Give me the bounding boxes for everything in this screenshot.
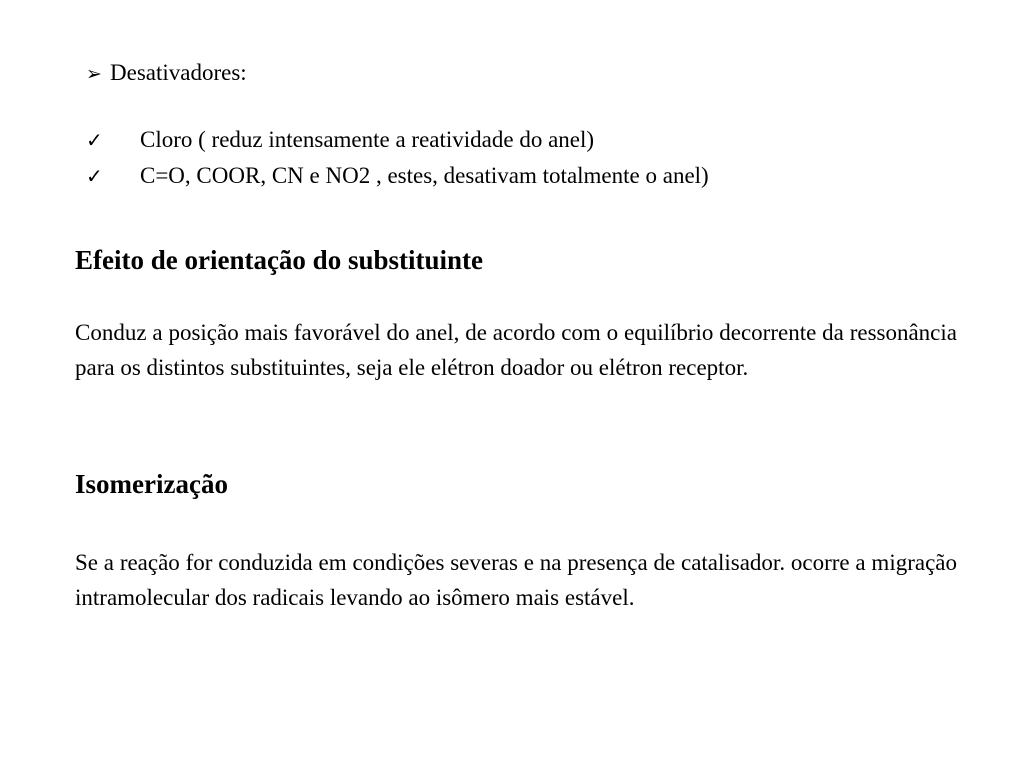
isomerization-heading: Isomerização [75,469,228,499]
list-item-text: C=O, COOR, CN e NO2 , estes, desativam totalmente o anel) [140,163,709,188]
checkmark-icon: ✓ [86,128,103,152]
orientation-heading: Efeito de orientação do substituinte [75,245,483,275]
deactivators-label: Desativadores: [110,60,247,85]
arrow-bullet-icon: ➢ [86,63,102,85]
list-item-text: Cloro ( reduz intensamente a reatividade do anel) [140,127,595,152]
deactivators-heading [86,58,247,89]
isomerization-paragraph: Se a reação for conduzida em condições severas e na presença de catalisador. ocorre a migração intramolecular dos radicais levando ao isômero mais estável. [75,550,957,610]
checkmark-icon: ✓ [86,164,103,188]
orientation-paragraph: Conduz a posição mais favorável do anel, de acordo com o equilíbrio decorrente da ressonância para os distintos substituintes, seja ele elétron doador ou elétron receptor. [75,320,957,380]
